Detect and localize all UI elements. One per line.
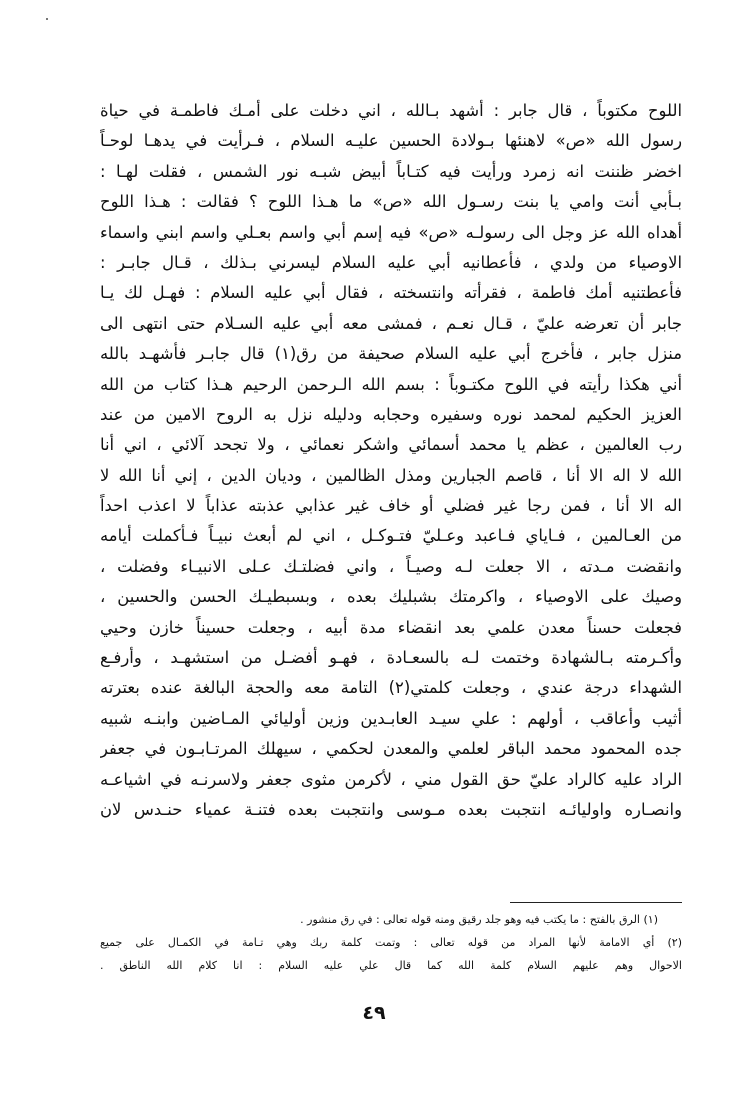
page-number: ٤٩ — [362, 1002, 386, 1024]
text-line: وانقضت مـدته ، الا جعلت لـه وصيـاً ، واني فضلتـك عـلى الانبيـاء وفضلت ، — [100, 556, 682, 576]
footnote-separator — [510, 902, 682, 903]
text-line: رسول الله «ص» لاهنئها بـولادة الحسين عليـه السلام ، فـرأيت في يدهـا لوحـاً — [100, 131, 682, 151]
scan-speck — [46, 18, 48, 20]
main-text-block — [100, 96, 682, 825]
footnote-2: (٢) أي الامامة لأنها المراد من قوله تعالى : وتمت كلمة ربك وهي تـامة في الكمـال على جميع — [100, 936, 682, 949]
text-line: جابر أن تعرضه عليّ ، قـال نعـم ، فمشى معه أبي عليه السـلام حتى انتهى الى — [100, 313, 682, 333]
footnotes-block — [100, 908, 682, 977]
text-line: أهداه الله عز وجل الى رسولـه «ص» فيه إسم أبي واسم بعـلي واسم ابني واسماء — [100, 222, 682, 242]
footnote-2-continued: الاحوال وهم عليهم السلام كلمة الله كما قال علي عليه السلام : انا كلام الله الناطق . — [100, 959, 682, 972]
text-line: وانصـاره واوليائـه انتجبت بعده مـوسى وانتجبت بعده فتنـة عمياء حنـدس لان — [100, 799, 682, 819]
text-line: وصيك على الاوصياء ، واكرمتك بشبليك بعده ، وبسبطيـك الحسن والحسين ، — [100, 587, 682, 607]
text-line: بـأبي أنت وامي يا بنت رسـول الله «ص» ما هـذا اللوح ؟ فقالت : هـذا اللوح — [100, 192, 682, 212]
text-line: اللوح مكتوباً ، قال جابر : أشهد بـالله ، اني دخلت على أمـك فاطمـة في حياة — [100, 101, 682, 120]
text-line: من العـالمين ، فـاياي فـاعبد وعـليّ فتـوكـل ، اني لم أبعث نبيـاً فـأكملت أيامه — [100, 526, 682, 546]
text-line: الله لا اله الا أنا ، قاصم الجبارين ومذل الظالمين ، وديان الدين ، إني أنا الله لا — [100, 465, 682, 485]
text-line: اله الا أنا ، فمن رجا غير فضلي أو خاف غير عذابي عذبته عذاباً لا اعذب احداً — [100, 496, 682, 516]
text-line: منزل جابر ، فأخرج أبي عليه السلام صحيفة من رق(١) قال جابـر فأشهـد بالله — [100, 344, 682, 364]
text-line: اخضر ظننت انه زمرد ورأيت فيه كتـاباً أبيض شبـه نور الشمس ، فقلت لهـا : — [100, 161, 682, 181]
text-line: فجعلت حسناً معدن علمي بعد انقضاء مدة أبيه ، وجعلت حسيناً خازن وحيي — [100, 617, 682, 637]
text-line: الشهداء درجة عندي ، وجعلت كلمتي(٢) التامة معه والحجة البالغة عنده بعترته — [100, 678, 682, 698]
text-line: العزيز الحكيم لمحمد نوره وسفيره وحجابه ودليله نزل به الروح الامين من عند — [100, 404, 682, 424]
text-line: الراد عليه كالراد عليّ حق القول مني ، لأكرمن مثوى جعفر ولاسرنـه في اشياعـه — [100, 769, 682, 789]
text-line: فأعطتنيه أمك فاطمة ، فقرأته وانتسخته ، فقال أبي عليه السلام : فهـل لك يـا — [100, 283, 682, 303]
text-line: وأكـرمته بـالشهادة وختمت لـه بالسعـادة ، فهـو أفضـل من استشهـد ، وأرفـع — [100, 648, 682, 668]
footnote-1: (١) الرق بالفتح : ما يكتب فيه وهو جلد رقيق ومنه قوله تعالى : في رق منشور . — [300, 913, 658, 926]
text-line: أني هكذا رأيته في اللوح مكتـوباً : بسم الله الـرحمن الرحيم هـذا كتاب من الله — [100, 374, 682, 394]
text-line: جده المحمود محمد الباقر لعلمي والمعدن لحكمي ، سيهلك المرتـابـون في جعفر — [100, 739, 682, 759]
text-line: أثيب وأعاقب ، أولهم : علي سيـد العابـدين وزين أوليائي المـاضين وابنـه شبيه — [100, 708, 682, 728]
text-line: الاوصياء من ولدي ، فأعطانيه أبي عليه السلام ليسرني بـذلك ، قـال جابـر : — [100, 252, 682, 272]
text-line: رب العالمين ، عظم يا محمد أسمائي واشكر نعمائي ، ولا تجحد آلائي ، اني أنا — [100, 435, 682, 455]
